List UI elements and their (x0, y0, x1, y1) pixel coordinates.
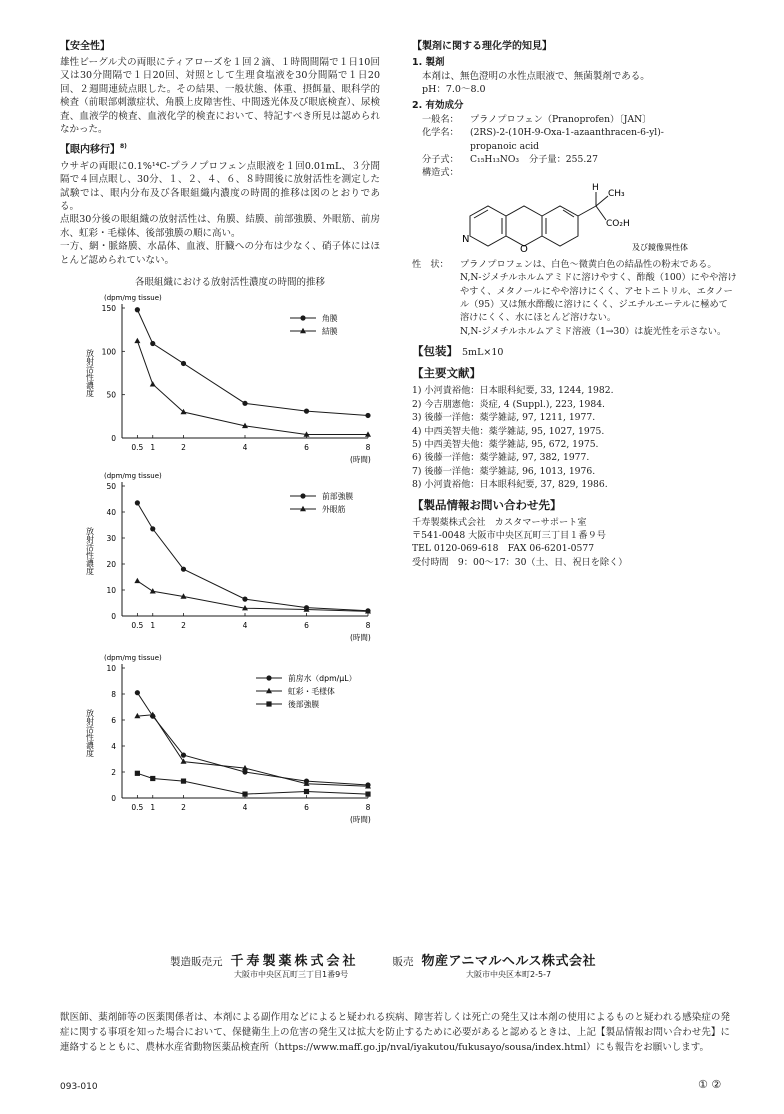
x-tick-label: 0.5 (131, 443, 144, 452)
formula-label: 分子式： (422, 154, 459, 166)
physchem-heading: 【製剤に関する理化学的知見】 (412, 41, 552, 52)
package-heading (412, 344, 737, 360)
y-tick-label: 40 (106, 508, 116, 517)
data-point (135, 500, 140, 505)
prep-text: 本剤は、無色澄明の水性点眼液で、無菌製剤である。 (422, 71, 650, 82)
transfer-heading-label: 【眼内移行】 (60, 144, 120, 156)
right-column (412, 40, 737, 569)
x-axis-label: (時間) (350, 815, 371, 824)
transfer-ref-sup: 8) (120, 143, 127, 151)
x-tick-label: 4 (242, 443, 248, 452)
legend-label: 結膜 (322, 327, 338, 336)
data-point (365, 413, 370, 418)
data-point (134, 338, 140, 343)
data-point (304, 789, 309, 794)
structure-o-atom: O (520, 243, 528, 252)
chart-title: 各眼組織における放射活性濃度の時間的推移 (134, 277, 325, 288)
ref-item: 3) 後藤一洋他：薬学雑誌, 97, 1211, 1977. (412, 412, 596, 424)
data-point (134, 578, 140, 583)
transfer-heading (60, 140, 380, 157)
y-tick-label: 2 (111, 768, 116, 777)
x-tick-label: 8 (365, 803, 371, 812)
unit-label: (dpm/mg tissue) (104, 472, 162, 480)
x-tick-label: 6 (304, 803, 309, 812)
y-axis-label: 放射活性濃度 (85, 349, 95, 397)
structure-co2h-group: CO₂H (606, 218, 630, 229)
x-tick-label: 8 (365, 621, 371, 630)
maker-label: 製造販売元 (170, 956, 223, 968)
data-point (135, 307, 140, 312)
legend-label: 角膜 (322, 314, 338, 323)
ref-item: 6) 後藤一洋他：薬学雑誌, 97, 382, 1977. (412, 452, 590, 464)
refs-list (412, 384, 737, 491)
seller-label: 販売 (392, 956, 414, 968)
y-tick-label: 10 (106, 664, 116, 673)
legend-label: 前房水（dpm/μL） (288, 674, 357, 683)
transfer-text-2: 点眼30分後の眼組織の放射活性は、角膜、結膜、前部強膜、外眼筋、前房水、虹彩・毛様体、後部強膜の順に高い。 (60, 214, 380, 239)
legend-label: 前部強膜 (322, 492, 354, 501)
x-tick-label: 1 (150, 621, 156, 630)
chart-aqueous-iris (60, 650, 380, 825)
ref-item: 8) 小河貴裕他：日本眼科紀要, 37, 829, 1986. (412, 479, 608, 491)
package-heading-label: 【包装】 (412, 344, 458, 359)
unit-label: (dpm/mg tissue) (104, 294, 162, 302)
chart-cornea-conjunctiva (60, 290, 380, 465)
x-tick-label: 4 (242, 621, 248, 630)
chem-name-line-2: propanoic acid (470, 140, 540, 152)
general-name-row (422, 113, 737, 126)
unit-label: (dpm/mg tissue) (104, 654, 162, 662)
data-point (365, 431, 371, 436)
properties-row (412, 258, 737, 338)
structure-ch3-group: CH₃ (608, 188, 625, 199)
y-axis-label: 放射活性濃度 (85, 527, 95, 575)
contact-block (412, 516, 737, 570)
x-tick-label: 1 (150, 443, 156, 452)
manufacturer-block (170, 950, 596, 980)
structure-formula-diagram (422, 180, 722, 252)
legend-label: 後部強膜 (288, 700, 320, 709)
formula-value: C₁₅H₁₃NO₃ (470, 154, 520, 166)
data-point (135, 690, 140, 695)
legend-label: 虹彩・毛様体 (288, 687, 335, 696)
mw-label: 分子量： (529, 154, 566, 166)
series-line (137, 693, 368, 785)
active-heading: 2. 有効成分 (412, 99, 464, 111)
data-point (242, 401, 247, 406)
package-text: 5mL×10 (462, 347, 504, 359)
data-point (242, 792, 247, 797)
data-point (181, 567, 186, 572)
x-tick-label: 2 (181, 803, 186, 812)
x-tick-label: 0.5 (131, 803, 144, 812)
y-tick-label: 10 (106, 586, 116, 595)
ref-item: 4) 中西美智夫他：薬学雑誌, 95, 1027, 1975. (412, 425, 605, 437)
maker-name: 千寿製薬株式会社 (230, 954, 359, 969)
document-number: 093-010 (60, 1082, 98, 1092)
x-tick-label: 2 (181, 621, 186, 630)
structure-enantiomer-note: 及び鏡像異性体 (632, 242, 688, 252)
page-marks: ① ② (698, 1078, 722, 1091)
adverse-report-notice: 獣医師、薬剤師等の医薬関係者は、本剤による副作用などによると疑われる疾病、障害若しくは死亡の発生又は本剤の使用によるものと疑われる感染症の発症に関する事項を知った場合において、保健衛生上の危害の発生又は拡大を防止するために必要があると認めるときは、上記【製品情報お問い合わせ先】に連絡するとともに、農林水産省動物医薬品検査所（https://www.maff.go.jp/nval/iyakutou/fukusayo/sousa/index.html）にも報告をお願いします。 (60, 1011, 730, 1053)
y-axis-label: 放射活性濃度 (85, 709, 95, 757)
data-point (242, 597, 247, 602)
properties-text-2: N,N-ジメチルホルムアミド溶液（1→30）は旋光性を示さない。 (460, 325, 727, 337)
x-tick-label: 8 (365, 443, 371, 452)
chem-name-line-1: (2RS)-2-(10H-9-Oxa-1-azaanthracen-6-yl)- (470, 127, 664, 139)
series-line (137, 715, 368, 787)
mw-value: 255.27 (565, 154, 598, 166)
contact-line: 千寿製薬株式会社 カスタマーサポート室 (412, 516, 587, 528)
series-line (137, 773, 368, 794)
contact-heading: 【製品情報お問い合わせ先】 (412, 497, 562, 512)
maker-address: 大阪市中央区瓦町三丁目1番9号 (234, 970, 349, 979)
refs-heading: 【主要文献】 (412, 366, 481, 381)
data-point (150, 526, 155, 531)
y-tick-label: 0 (111, 612, 116, 621)
ref-item: 5) 中西美智夫他：薬学雑誌, 95, 672, 1975. (412, 438, 599, 450)
x-axis-label: (時間) (350, 633, 371, 642)
data-point (266, 701, 271, 706)
data-point (150, 588, 156, 593)
contact-line: 〒541-0048 大阪市中央区瓦町三丁目１番９号 (412, 529, 606, 541)
structure-h-atom: H (592, 182, 599, 193)
chem-name-value (470, 126, 737, 153)
safety-text: 雄性ビーグル犬の両眼にティアローズを１回２滴、１時間間隔で１日10回又は30分間隔で１日20回、対照として生理食塩液を30分間隔で１日20回、２週間連続点眼した。その結果、一般状態、体重、摂餌量、眼科学的検査（前眼部刺激症状、角膜上皮障害性、中間透光体及び眼底検査）、尿検査、血液学的検査、血液化学的検査において、特記すべき所見は認められなかった。 (60, 57, 380, 136)
x-tick-label: 4 (242, 803, 248, 812)
ref-item: 7) 後藤一洋他：薬学雑誌, 96, 1013, 1976. (412, 465, 596, 477)
legend-label: 外眼筋 (322, 505, 346, 514)
formula-row (422, 153, 737, 166)
x-axis-label: (時間) (350, 455, 371, 464)
chem-name-label: 化学名： (422, 127, 459, 139)
seller-address: 大阪市中央区本町2-5-7 (466, 970, 552, 979)
data-point (150, 341, 155, 346)
x-tick-label: 2 (181, 443, 186, 452)
safety-heading: 【安全性】 (60, 41, 110, 52)
properties-text-1: プラノプロフェンは、白色〜微黄白色の結晶性の粉末である。N,N-ジメチルホルムアミドに溶けやすく、酢酸（100）にやや溶けやすく、メタノールにやや溶けにくく、アセトニトリル、エタノール（95）又は無水酢酸に溶けにくく、ジエチルエーテルに極めて溶けにくく、水にほとんど溶けない。 (460, 258, 737, 324)
x-tick-label: 6 (304, 443, 309, 452)
prep-ph: pH：7.0〜8.0 (422, 84, 486, 96)
y-tick-label: 0 (111, 434, 116, 443)
y-tick-label: 100 (101, 347, 116, 357)
series-line (137, 341, 368, 435)
data-point (181, 753, 186, 758)
y-tick-label: 6 (111, 716, 116, 725)
x-tick-label: 1 (150, 803, 156, 812)
y-tick-label: 30 (106, 534, 116, 543)
data-point (150, 776, 155, 781)
data-point (181, 779, 186, 784)
data-point (365, 792, 370, 797)
properties-label: 性 状： (412, 258, 449, 270)
data-point (300, 315, 305, 320)
y-tick-label: 4 (111, 742, 116, 751)
contact-line: 受付時間 9：00〜17：30（土、日、祝日を除く） (412, 556, 628, 568)
transfer-text-3: 一方、網・脈絡膜、水晶体、血液、肝臓への分布は少なく、硝子体にはほとんど認められていない。 (60, 241, 380, 266)
ref-item: 2) 今吉朋憲他：炎症, 4 (Suppl.), 223, 1984. (412, 398, 605, 410)
structure-n-atom: N (462, 233, 470, 245)
data-point (150, 381, 156, 386)
general-name-label: 一般名： (422, 113, 459, 125)
seller-name: 物産アニマルヘルス株式会社 (421, 954, 596, 969)
structure-row (422, 166, 737, 179)
left-column (60, 40, 380, 267)
data-point (135, 771, 140, 776)
data-point (304, 409, 309, 414)
y-tick-label: 8 (111, 690, 116, 699)
data-point (266, 675, 271, 680)
data-point (300, 493, 305, 498)
chem-name-row (422, 126, 737, 153)
x-tick-label: 0.5 (131, 621, 144, 630)
series-line (137, 581, 368, 611)
y-tick-label: 50 (106, 390, 116, 400)
y-tick-label: 0 (111, 794, 116, 803)
ref-item: 1) 小河貴裕他：日本眼科紀要, 33, 1244, 1982. (412, 385, 614, 397)
data-point (181, 361, 186, 366)
y-tick-label: 20 (106, 560, 116, 569)
x-tick-label: 6 (304, 621, 309, 630)
y-tick-label: 50 (106, 482, 116, 491)
transfer-text-1: ウサギの両眼に0.1%¹⁴C-プラノプロフェン点眼液を１回0.01mL、３分間隔で４回点眼し、30分、１、２、４、６、８時間後に放射活性を測定した試験では、眼内分布及び各眼組織内濃度の時間的推移は図のとおりである。 (60, 160, 380, 212)
contact-line: TEL 0120-069-618 FAX 06-6201-0577 (412, 543, 595, 555)
prep-heading: 1. 製剤 (412, 57, 445, 68)
structure-label: 構造式： (422, 167, 459, 179)
chart-sclera-muscle (60, 468, 380, 643)
general-name-value: プラノプロフェン（Pranoprofen）〔JAN〕 (470, 113, 652, 125)
y-tick-label: 150 (101, 304, 116, 313)
series-line (137, 310, 368, 416)
